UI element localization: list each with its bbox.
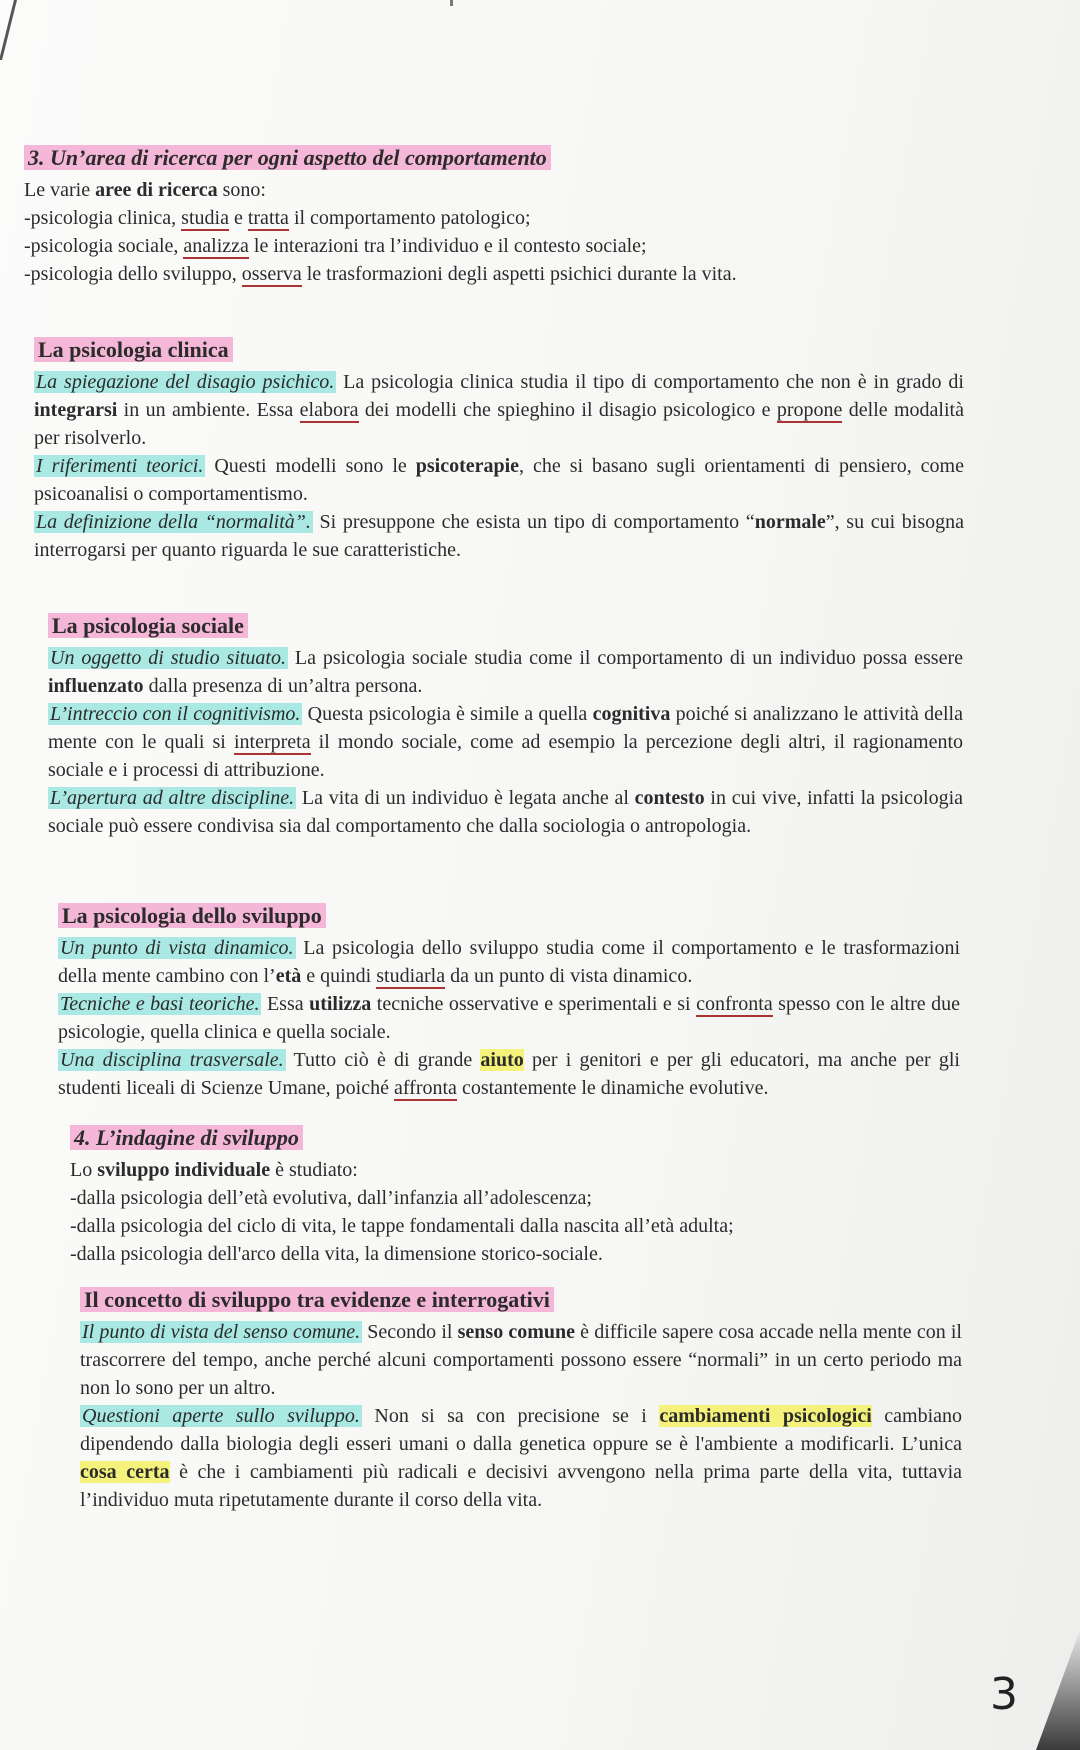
keyword: influenzato [48, 675, 144, 697]
section-title [34, 336, 964, 364]
topic-label: Un punto di vista dinamico. [60, 937, 294, 959]
list-item [24, 204, 924, 232]
text: dei modelli che spieghino il disagio psicologico e [358, 399, 777, 421]
section-developmental-psychology [58, 902, 960, 1102]
text: le interazioni tra l’individuo e il contesto sociale; [248, 235, 647, 257]
underlined-word: affronta [394, 1077, 457, 1099]
list-item: -dalla psicologia dell’età evolutiva, dall’infanzia all’adolescenza; [70, 1187, 592, 1209]
text: il mondo sociale, come ad esempio la percezione degli altri, il ragionamento sociale e i processi di attribuzione. [48, 731, 964, 781]
section-title [58, 902, 960, 930]
section-social-psychology [48, 612, 963, 840]
list-item: -dalla psicologia del ciclo di vita, le tappe fondamentali dalla nascita all’età adulta; [70, 1215, 734, 1237]
topic-label: Il punto di vista del senso comune. [82, 1321, 361, 1343]
keyword: normale [754, 511, 826, 533]
list-item [24, 260, 924, 288]
text: , che si basano sugli orientamenti di pensiero, come psicoanalisi o comportamentismo. [34, 455, 964, 505]
text: La psicologia clinica studia il tipo di comportamento che non è in grado di [336, 371, 964, 393]
paragraph [34, 508, 964, 564]
topic-label: Un oggetto di studio situato. [50, 647, 286, 669]
underlined-word: interpreta [233, 731, 311, 753]
text: Questa psicologia è simile a quella [302, 703, 593, 725]
text: -psicologia sociale, [24, 235, 184, 257]
topic-label: Tecniche e basi teoriche. [60, 993, 260, 1015]
text: Non si sa con precisione se i [361, 1405, 660, 1427]
intro-line [24, 176, 924, 204]
section-research-areas [24, 144, 924, 288]
topic-label: L’apertura ad altre discipline. [50, 787, 295, 809]
underlined-word: tratta [247, 207, 289, 229]
underlined-word: osserva [241, 263, 302, 285]
text: Questi modelli sono le [205, 455, 416, 477]
underlined-word: confronta [696, 993, 773, 1015]
section-title-text: La psicologia dello sviluppo [58, 903, 326, 928]
section-clinical-psychology [34, 336, 964, 564]
topic-label: La definizione della “normalità”. [36, 511, 311, 533]
keyword: cognitiva [592, 703, 671, 725]
topic-label: La spiegazione del disagio psichico. [36, 371, 335, 393]
topic-label: L’intreccio con il cognitivismo. [50, 703, 301, 725]
keyword: cosa certa [80, 1461, 170, 1483]
paragraph [48, 784, 963, 840]
paragraph [48, 644, 963, 700]
page-number: 3 [990, 1669, 1018, 1720]
text: in un ambiente. Essa [117, 399, 300, 421]
section-title-text: La psicologia clinica [34, 337, 233, 362]
text: cambiano dipendendo dalla biologia degli esseri umani o dalla genetica oppure se è l'ambiente a modificarli. L’unica [80, 1405, 963, 1455]
text: è difficile sapere cosa accade nella mente con il trascorrere del tempo, anche perché alcuni comportamenti possono essere “normali” in un certo periodo ma non lo sono per un altro. [80, 1321, 962, 1399]
keyword: psicoterapie [415, 455, 520, 477]
section-development-concept [80, 1286, 962, 1514]
keyword: sviluppo individuale [97, 1159, 271, 1181]
underlined-word: propone [776, 399, 843, 421]
section-title [48, 612, 963, 640]
intro-line [70, 1156, 950, 1184]
section-title-text: 3. Un’area di ricerca per ogni aspetto del comportamento [24, 145, 551, 170]
section-title [24, 144, 924, 172]
text: e [228, 207, 248, 229]
text: La vita di un individuo è legata anche al [296, 787, 635, 809]
keyword: cambiamenti psicologici [659, 1405, 872, 1427]
text: le trasformazioni degli aspetti psichici durante la vita. [301, 263, 737, 285]
topic-label: Questioni aperte sullo sviluppo. [82, 1405, 360, 1427]
paragraph [58, 1046, 960, 1102]
keyword: senso comune [457, 1321, 576, 1343]
section-title-text: La psicologia sociale [48, 613, 248, 638]
keyword: aiuto [480, 1049, 524, 1071]
text: poiché si analizzano le attività della mente con le quali si [48, 703, 963, 753]
text: Lo [70, 1159, 98, 1181]
paragraph [58, 934, 960, 990]
text: per i genitori e per gli educatori, ma anche per gli studenti liceali di Scienze Umane, poiché [58, 1049, 960, 1099]
topic-label: I riferimenti teorici. [36, 455, 204, 477]
section-title [70, 1124, 950, 1152]
page-fold-mark [0, 0, 17, 60]
text: La psicologia sociale studia come il comportamento di un individuo possa essere [287, 647, 963, 669]
text: -psicologia clinica, [24, 207, 182, 229]
text: Si presuppone che esista un tipo di comportamento “ [312, 511, 755, 533]
text: ”, su cui bisogna interrogarsi per quanto riguarda le sue caratteristiche. [34, 511, 964, 561]
underlined-word: elabora [299, 399, 359, 421]
text: Tutto ciò è di grande [285, 1049, 481, 1071]
underlined-word: studiarla [376, 965, 446, 987]
keyword: utilizza [309, 993, 372, 1015]
text: Secondo il [362, 1321, 458, 1343]
keyword: aree di ricerca [95, 179, 218, 201]
keyword: integrarsi [34, 399, 118, 421]
text: delle modalità per risolverlo. [34, 399, 964, 449]
paragraph [48, 700, 963, 784]
section-developmental-inquiry [70, 1124, 950, 1268]
section-title [80, 1286, 962, 1314]
underlined-word: analizza [183, 235, 249, 257]
paragraph [80, 1318, 962, 1402]
text: Le varie [24, 179, 96, 201]
text: dalla presenza di un’altra persona. [143, 675, 423, 697]
underlined-word: studia [181, 207, 229, 229]
text: tecniche osservative e sperimentali e si [371, 993, 697, 1015]
text: da un punto di vista dinamico. [445, 965, 693, 987]
paragraph [34, 452, 964, 508]
list-item: -dalla psicologia dell'arco della vita, la dimensione storico-sociale. [70, 1243, 603, 1265]
text: spesso con le altre due psicologie, quella clinica e quella sociale. [58, 993, 960, 1043]
section-title-text: 4. L’indagine di sviluppo [70, 1125, 303, 1150]
text: costantemente le dinamiche evolutive. [456, 1077, 769, 1099]
list-item [24, 232, 924, 260]
paragraph [58, 990, 960, 1046]
text: in cui vive, infatti la psicologia sociale può essere condivisa sia dal comportamento che dalla sociologia o antropologia. [48, 787, 963, 837]
keyword: età [275, 965, 302, 987]
text: -psicologia dello sviluppo, [24, 263, 242, 285]
page-corner-shadow [1036, 1630, 1080, 1750]
paragraph [80, 1402, 962, 1514]
text: sono: [217, 179, 266, 201]
page-edge-mark [450, 0, 453, 6]
text: Essa [261, 993, 310, 1015]
keyword: contesto [634, 787, 705, 809]
section-title-text: Il concetto di sviluppo tra evidenze e interrogativi [80, 1287, 554, 1312]
text: e quindi [301, 965, 377, 987]
text: è che i cambiamenti più radicali e decisivi avvengono nella prima parte della vita, tuttavia l’individuo muta ripetutamente durante il corso della vita. [80, 1461, 962, 1511]
topic-label: Una disciplina trasversale. [60, 1049, 284, 1071]
paragraph [34, 368, 964, 452]
text: è studiato: [270, 1159, 358, 1181]
text: il comportamento patologico; [288, 207, 531, 229]
text: La psicologia dello sviluppo studia come il comportamento e le trasformazioni della mente cambino con l’ [58, 937, 961, 987]
